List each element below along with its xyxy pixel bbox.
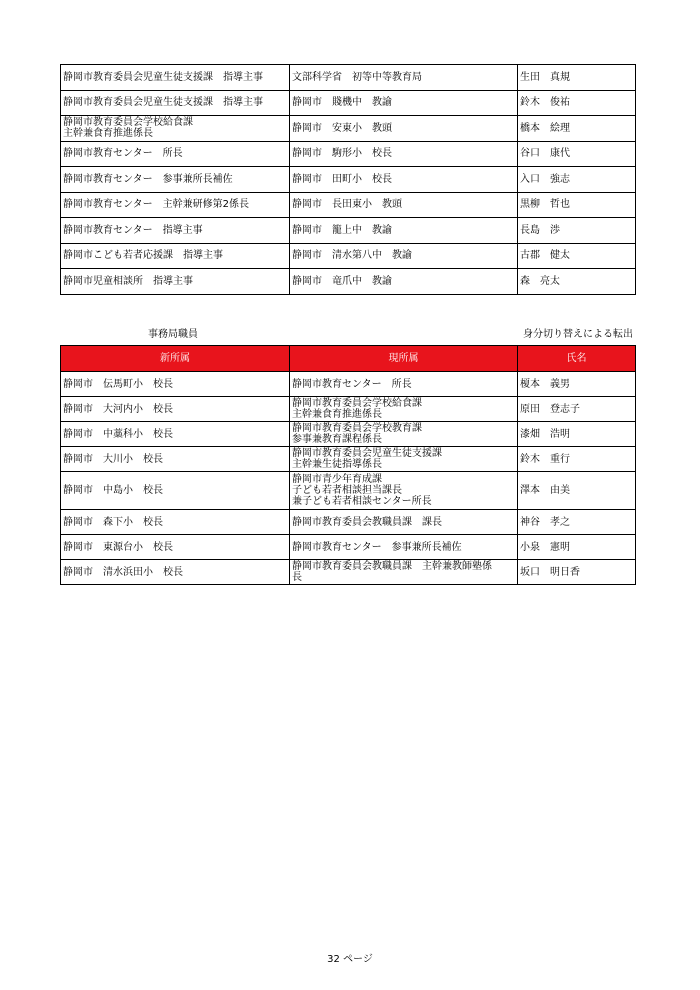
cell-line: 静岡市 田町小 校長 <box>292 173 392 185</box>
current-position-cell <box>290 472 518 510</box>
cell-line: 長 <box>292 572 302 583</box>
new-position-cell: 静岡市教育センター 参事兼所長補佐 <box>61 167 290 193</box>
table-body <box>61 372 636 585</box>
current-position-cell <box>290 141 518 167</box>
cell-line: 静岡市教育委員会学校給食課 <box>292 398 422 409</box>
current-position-cell <box>290 422 518 447</box>
name-cell: 小泉 憲明 <box>518 535 636 560</box>
cell-line: 静岡市 安東小 教頭 <box>292 122 392 134</box>
new-position-cell <box>61 116 290 142</box>
cell-line: 静岡市教育委員会学校給食課 <box>63 117 193 129</box>
new-position-cell: 静岡市教育委員会児童生徒支援課 指導主事 <box>61 65 290 91</box>
table-row <box>61 192 636 218</box>
personnel-table-2 <box>60 345 636 585</box>
name-cell: 長島 渉 <box>518 218 636 244</box>
current-position-cell <box>290 90 518 116</box>
header-name: 氏名 <box>518 346 636 372</box>
table-row <box>61 560 636 585</box>
new-position-cell: 静岡市教育センター 指導主事 <box>61 218 290 244</box>
current-position-cell <box>290 192 518 218</box>
table-row <box>61 218 636 244</box>
current-position-cell <box>290 397 518 422</box>
cell-line: 文部科学省 初等中等教育局 <box>292 71 422 83</box>
name-cell: 谷口 康代 <box>518 141 636 167</box>
table-row <box>61 141 636 167</box>
table-row <box>61 167 636 193</box>
table-row <box>61 510 636 535</box>
cell-line: 静岡市教育委員会教職員課 課長 <box>292 516 442 528</box>
cell-line: 主幹兼食育推進係長 <box>63 128 153 140</box>
cell-line: 静岡市教育委員会学校教育課 <box>292 423 422 434</box>
current-position-cell <box>290 218 518 244</box>
table-row <box>61 90 636 116</box>
cell-line: 静岡市青少年育成課 <box>292 474 382 485</box>
new-position-cell: 静岡市教育センター 所長 <box>61 141 290 167</box>
name-cell: 漆畑 浩明 <box>518 422 636 447</box>
new-position-cell: 静岡市 中島小 校長 <box>61 472 290 510</box>
table-header-row <box>61 346 636 372</box>
table-row <box>61 535 636 560</box>
table-body <box>61 65 636 295</box>
new-position-cell: 静岡市 清水浜田小 校長 <box>61 560 290 585</box>
name-cell: 生田 真規 <box>518 65 636 91</box>
cell-line: 静岡市教育センター 所長 <box>292 378 412 390</box>
personnel-table-1 <box>60 64 636 295</box>
current-position-cell <box>290 447 518 472</box>
cell-line: 静岡市 竜爪中 教諭 <box>292 275 392 287</box>
cell-line: 静岡市 籠上中 教諭 <box>292 224 392 236</box>
current-position-cell <box>290 167 518 193</box>
table-row <box>61 472 636 510</box>
table-row <box>61 269 636 295</box>
name-cell: 鈴木 俊祐 <box>518 90 636 116</box>
name-cell: 神谷 孝之 <box>518 510 636 535</box>
current-position-cell <box>290 269 518 295</box>
new-position-cell: 静岡市 大川小 校長 <box>61 447 290 472</box>
new-position-cell: 静岡市児童相談所 指導主事 <box>61 269 290 295</box>
cell-line: 静岡市 長田東小 教頭 <box>292 199 402 211</box>
table-row <box>61 447 636 472</box>
table-row <box>61 116 636 142</box>
cell-line: 主幹兼生徒指導係長 <box>292 459 382 470</box>
section-note: 身分切り替えによる転出 <box>523 329 633 340</box>
new-position-cell: 静岡市 中藁科小 校長 <box>61 422 290 447</box>
header-current-position: 現所属 <box>290 346 518 372</box>
current-position-cell <box>290 510 518 535</box>
cell-line: 静岡市教育センター 参事兼所長補佐 <box>292 541 462 553</box>
new-position-cell: 静岡市こども若者応援課 指導主事 <box>61 243 290 269</box>
header-new-position: 新所属 <box>61 346 290 372</box>
name-cell: 橋本 絵理 <box>518 116 636 142</box>
new-position-cell: 静岡市教育センター 主幹兼研修第2係長 <box>61 192 290 218</box>
name-cell: 黒柳 哲也 <box>518 192 636 218</box>
section-title: 事務局職員 <box>148 329 198 340</box>
page-number: 32 ページ <box>327 954 373 965</box>
current-position-cell <box>290 372 518 397</box>
current-position-cell <box>290 535 518 560</box>
new-position-cell: 静岡市 東源台小 校長 <box>61 535 290 560</box>
cell-line: 子ども若者相談担当課長 <box>292 485 402 496</box>
new-position-cell: 静岡市 大河内小 校長 <box>61 397 290 422</box>
cell-line: 参事兼教育課程係長 <box>292 434 382 445</box>
cell-line: 静岡市教育委員会教職員課 主幹兼教師塾係 <box>292 561 492 572</box>
name-cell: 入口 強志 <box>518 167 636 193</box>
table-row <box>61 243 636 269</box>
new-position-cell: 静岡市 森下小 校長 <box>61 510 290 535</box>
name-cell: 坂口 明日香 <box>518 560 636 585</box>
name-cell: 森 亮太 <box>518 269 636 295</box>
cell-line: 静岡市教育委員会児童生徒支援課 <box>292 448 442 459</box>
name-cell: 澤本 由美 <box>518 472 636 510</box>
cell-line: 静岡市 清水第八中 教諭 <box>292 250 412 262</box>
name-cell: 古郡 健太 <box>518 243 636 269</box>
table-row <box>61 422 636 447</box>
table-row <box>61 397 636 422</box>
cell-line: 静岡市 駒形小 校長 <box>292 148 392 160</box>
name-cell: 榎本 義男 <box>518 372 636 397</box>
current-position-cell <box>290 560 518 585</box>
cell-line: 兼子ども若者相談センター所長 <box>292 496 432 507</box>
cell-line: 静岡市 賤機中 教諭 <box>292 97 392 109</box>
table-row <box>61 65 636 91</box>
new-position-cell: 静岡市 伝馬町小 校長 <box>61 372 290 397</box>
cell-line: 主幹兼食育推進係長 <box>292 409 382 420</box>
name-cell: 原田 登志子 <box>518 397 636 422</box>
name-cell: 鈴木 重行 <box>518 447 636 472</box>
current-position-cell <box>290 65 518 91</box>
table-row <box>61 372 636 397</box>
current-position-cell <box>290 116 518 142</box>
current-position-cell <box>290 243 518 269</box>
new-position-cell: 静岡市教育委員会児童生徒支援課 指導主事 <box>61 90 290 116</box>
